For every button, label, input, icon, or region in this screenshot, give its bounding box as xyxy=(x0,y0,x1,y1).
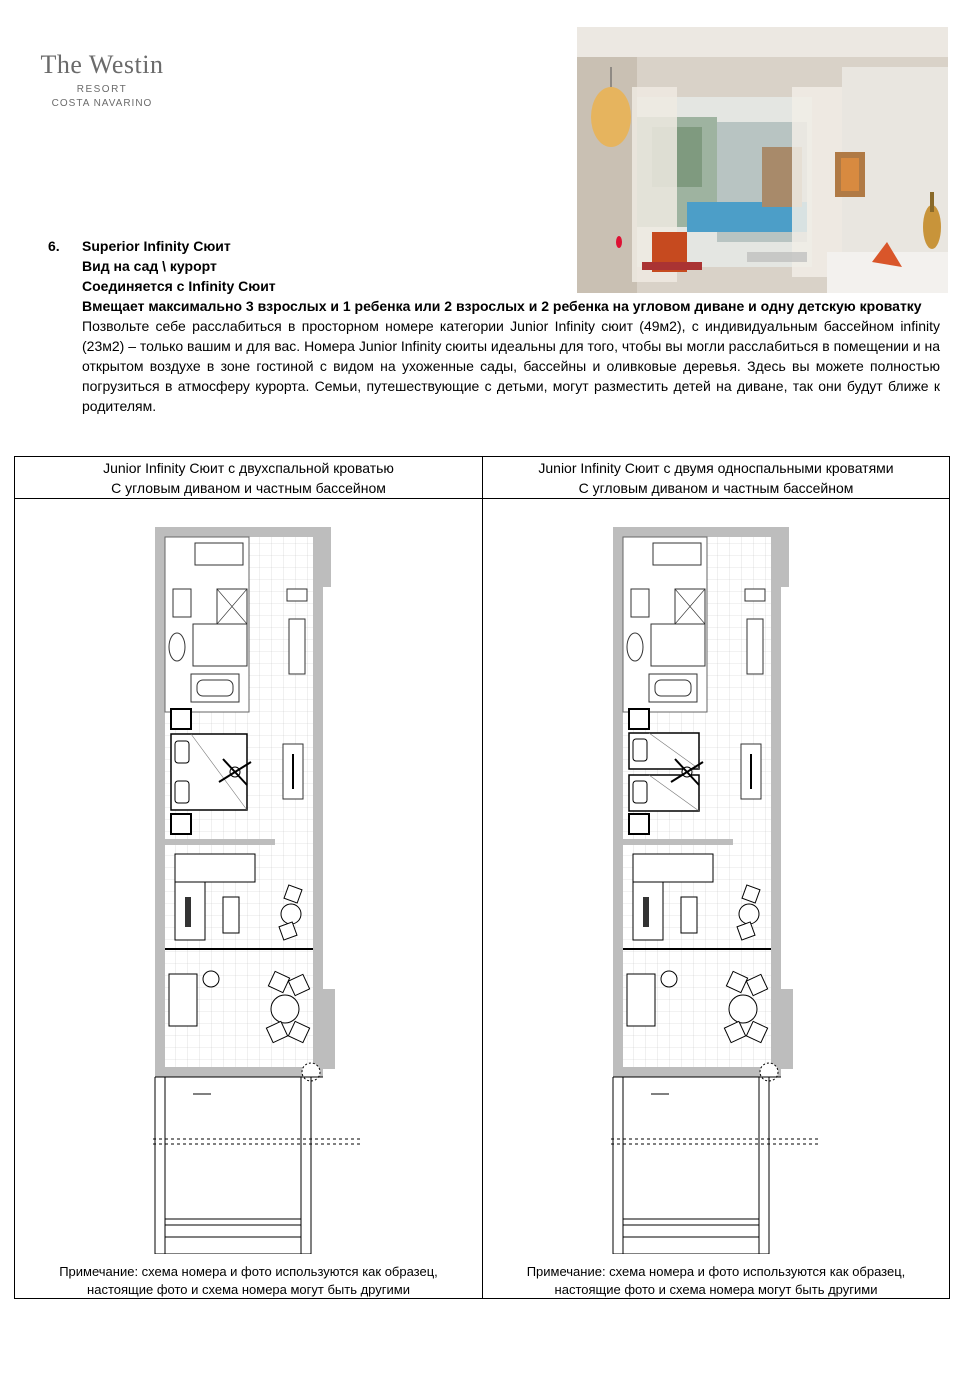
plan-note-line1: Примечание: схема номера и фото используются как образец, xyxy=(526,1264,906,1279)
plan-note xyxy=(15,1263,482,1299)
room-view: Вид на сад \ курорт xyxy=(82,258,217,274)
plan-title: Junior Infinity Сюит с двухспальной кроватью xyxy=(103,460,394,476)
room-capacity: Вмещает максимально 3 взрослых и 1 ребенка или 2 взрослых и 2 ребенка на угловом диване и одну детскую кроватку xyxy=(82,298,922,314)
plan-note-line2: настоящие фото и схема номера могут быть другими xyxy=(554,1282,878,1297)
plan-subtitle: С угловым диваном и частным бассейном xyxy=(111,480,386,496)
plan-note-line1: Примечание: схема номера и фото используются как образец, xyxy=(59,1264,438,1279)
plan-header xyxy=(483,457,949,499)
plan-header xyxy=(15,457,482,499)
floor-plan-double-bed xyxy=(151,519,361,1254)
plan-column-double xyxy=(15,457,483,1298)
floor-plan-twin-beds xyxy=(609,519,819,1254)
brand-line-resort: RESORT xyxy=(76,84,128,95)
plan-note xyxy=(483,1263,949,1299)
plan-note-line2: настоящие фото и схема номера могут быть другими xyxy=(87,1282,410,1297)
plan-subtitle: С угловым диваном и частным бассейном xyxy=(578,480,854,496)
brand-logo xyxy=(22,50,182,109)
floor-plans-table xyxy=(14,456,950,1299)
room-connects: Соединяется с Infinity Сюит xyxy=(82,278,276,294)
plan-column-twin xyxy=(483,457,949,1298)
room-description: Позвольте себе расслабиться в просторном номере категории Junior Infinity сюит (49м2), с индивидуальным бассейном infinity (23м2) – только вашим и для вас. Номера Junior Infinity сюиты идеальны для того, чтобы вы могли расслабиться в помещении и на открытом воздухе в зоне гостиной с видом на ухоженные сады, бассейны и оливковые деревья. Здесь вы можете полностью погрузиться в атмосферу курорта. Семьи, путешествующие с детьми, могут разместить детей на диване, так они будут ближе к родителям. xyxy=(82,318,940,414)
room-section xyxy=(48,236,940,416)
brand-line-location: COSTA NAVARINO xyxy=(51,98,153,109)
brand-name: The Westin xyxy=(40,50,164,79)
room-title: Superior Infinity Сюит xyxy=(82,238,231,254)
plan-title: Junior Infinity Сюит с двумя односпальными кроватями xyxy=(538,460,894,476)
section-number: 6. xyxy=(48,238,60,254)
